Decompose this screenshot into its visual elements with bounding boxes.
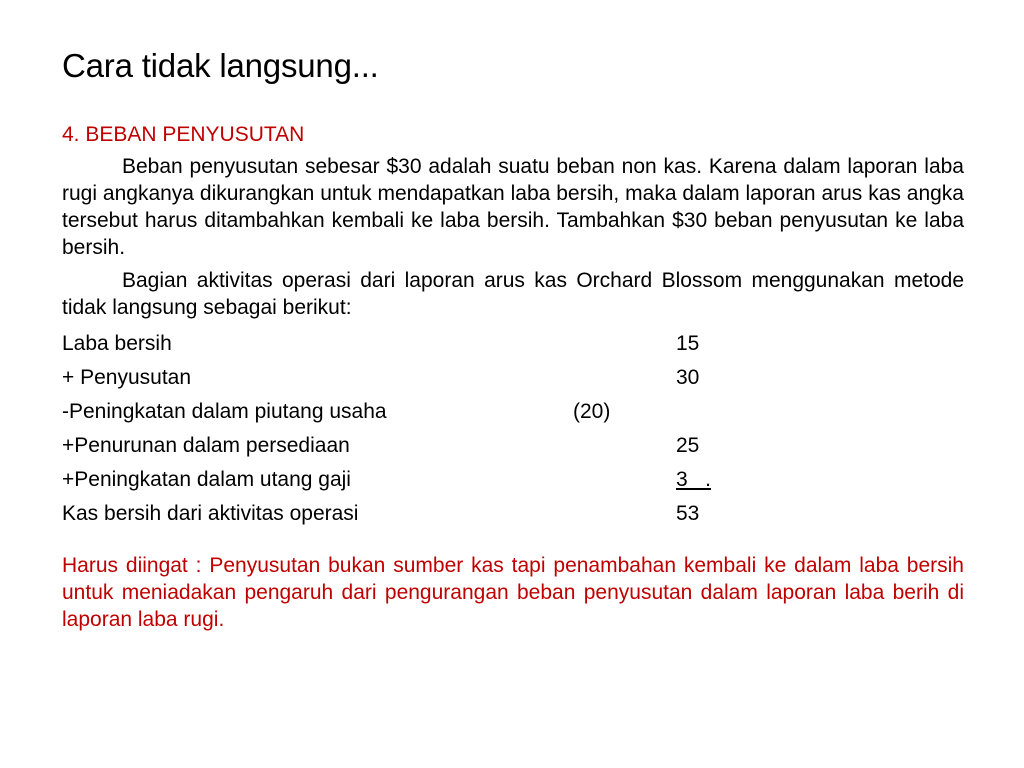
row-right-value: 53 (676, 502, 700, 525)
cash-flow-row (62, 395, 964, 429)
row-right-value: 15 (676, 332, 700, 355)
row-label: -Peningkatan dalam piutang usaha (62, 400, 387, 423)
row-label: +Penurunan dalam persediaan (62, 434, 350, 457)
row-right-value: 3 . (676, 468, 712, 491)
cash-flow-row (62, 327, 964, 361)
row-label: Laba bersih (62, 332, 172, 355)
slide-title: Cara tidak langsung... (62, 47, 379, 84)
cash-flow-row-total (62, 497, 964, 531)
row-right-value: 25 (676, 434, 700, 457)
row-label: +Peningkatan dalam utang gaji (62, 468, 351, 491)
cash-flow-table (62, 327, 964, 531)
section-heading: 4. BEBAN PENYUSUTAN (62, 123, 305, 146)
row-right-value: 30 (676, 366, 700, 389)
paragraph-operating-activities: Bagian aktivitas operasi dari laporan arus kas Orchard Blossom menggunakan metode tidak langsung sebagai berikut: (62, 269, 964, 319)
cash-flow-row (62, 463, 964, 497)
paragraph-depreciation: Beban penyusutan sebesar $30 adalah suatu beban non kas. Karena dalam laporan laba rugi angkanya dikurangkan untuk mendapatkan laba bersih, maka dalam laporan arus kas angka tersebut harus ditambahkan kembali ke laba bersih. Tambahkan $30 beban penyusutan ke laba bersih. (62, 155, 964, 259)
cash-flow-row (62, 361, 964, 395)
cash-flow-row (62, 429, 964, 463)
row-middle-value: (20) (573, 400, 611, 423)
slide-content (62, 121, 964, 633)
row-label: Kas bersih dari aktivitas operasi (62, 502, 359, 525)
reminder-note: Harus diingat : Penyusutan bukan sumber kas tapi penambahan kembali ke dalam laba bersih untuk meniadakan pengaruh dari pengurangan beban penyusutan dalam laporan laba berih di laporan laba rugi. (62, 554, 964, 631)
row-label: + Penyusutan (62, 366, 192, 389)
